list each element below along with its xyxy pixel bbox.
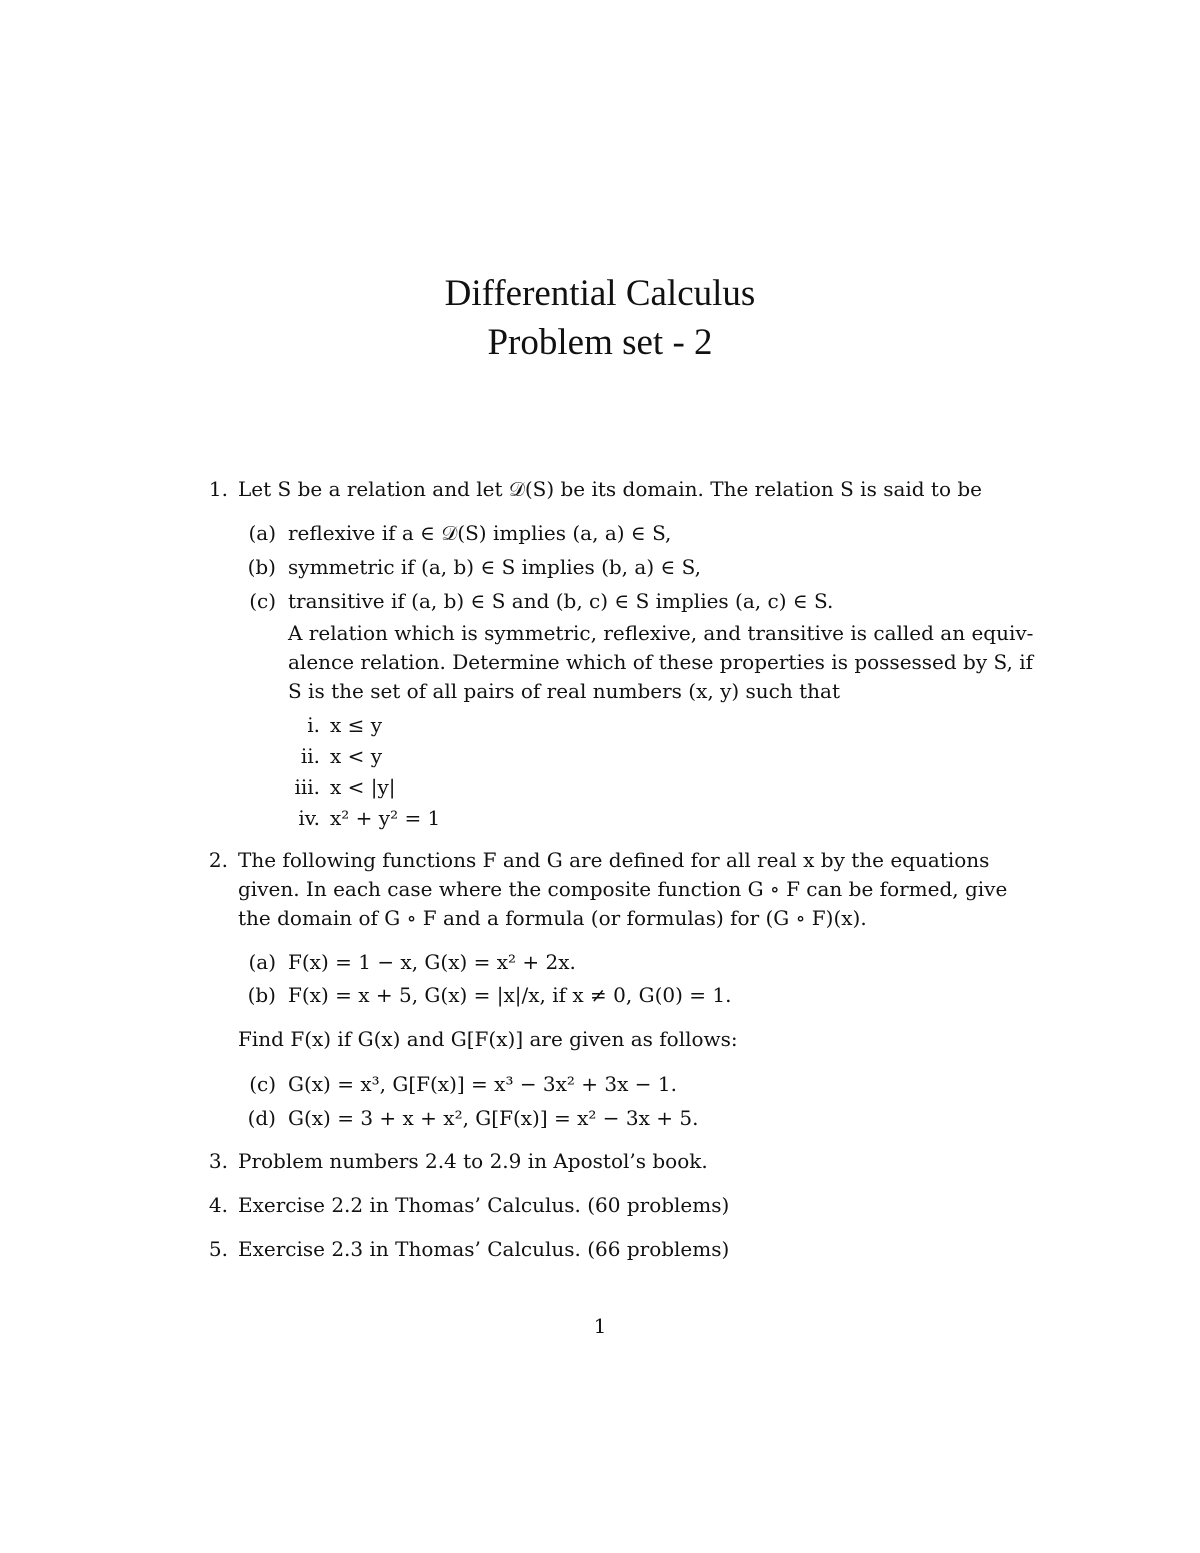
problem-number: 2. — [208, 848, 228, 872]
paragraph-line: alence relation. Determine which of these properties is possessed by S, if — [288, 650, 1034, 674]
item-text: F(x) = x + 5, G(x) = |x|/x, if x ≠ 0, G(0) = 1. — [288, 983, 732, 1007]
item-label: (b) — [247, 555, 276, 579]
problem-text: given. In each case where the composite function G ∘ F can be formed, give — [238, 877, 1008, 901]
problem-text: the domain of G ∘ F and a formula (or formulas) for (G ∘ F)(x). — [238, 906, 867, 930]
paragraph-line: S is the set of all pairs of real numbers (x, y) such that — [288, 679, 841, 703]
subitem-text: x ≤ y — [330, 713, 383, 737]
subitem-label: ii. — [300, 744, 320, 768]
item-label: (c) — [249, 1072, 276, 1096]
problem-text: Problem numbers 2.4 to 2.9 in Apostol’s book. — [238, 1149, 708, 1173]
item-label: (c) — [249, 589, 276, 613]
paragraph-line: Find F(x) if G(x) and G[F(x)] are given as follows: — [238, 1027, 738, 1051]
problem-text: Let S be a relation and let 𝒟(S) be its domain. The relation S is said to be — [238, 477, 983, 501]
subitem-label: i. — [307, 713, 320, 737]
item-text: transitive if (a, b) ∈ S and (b, c) ∈ S implies (a, c) ∈ S. — [288, 589, 834, 613]
item-text: G(x) = x³, G[F(x)] = x³ − 3x² + 3x − 1. — [288, 1072, 677, 1096]
problem-number: 4. — [208, 1193, 228, 1217]
item-text: F(x) = 1 − x, G(x) = x² + 2x. — [288, 950, 576, 974]
subitem-text: x < y — [330, 744, 383, 768]
paragraph-line: A relation which is symmetric, reflexive, and transitive is called an equiv- — [288, 621, 1034, 645]
problem-number: 5. — [208, 1237, 228, 1261]
item-label: (a) — [248, 950, 276, 974]
subitem-text: x² + y² = 1 — [330, 806, 441, 830]
item-label: (b) — [247, 983, 276, 1007]
subitem-label: iii. — [294, 775, 320, 799]
subitem-text: x < |y| — [330, 775, 396, 799]
page-number: 1 — [593, 1314, 607, 1338]
item-text: G(x) = 3 + x + x², G[F(x)] = x² − 3x + 5. — [288, 1106, 699, 1130]
item-label: (a) — [248, 521, 276, 545]
problem-number: 1. — [208, 477, 228, 501]
document-title: Differential Calculus — [444, 273, 756, 314]
problem-text: The following functions F and G are defined for all real x by the equations — [238, 848, 990, 872]
problem-number: 3. — [208, 1149, 228, 1173]
item-text: reflexive if a ∈ 𝒟(S) implies (a, a) ∈ S, — [288, 521, 672, 545]
problem-text: Exercise 2.3 in Thomas’ Calculus. (66 problems) — [238, 1237, 730, 1261]
document-subtitle: Problem set - 2 — [487, 322, 713, 363]
subitem-label: iv. — [298, 806, 320, 830]
item-text: symmetric if (a, b) ∈ S implies (b, a) ∈ S, — [288, 555, 701, 579]
problem-text: Exercise 2.2 in Thomas’ Calculus. (60 problems) — [238, 1193, 730, 1217]
item-label: (d) — [247, 1106, 276, 1130]
